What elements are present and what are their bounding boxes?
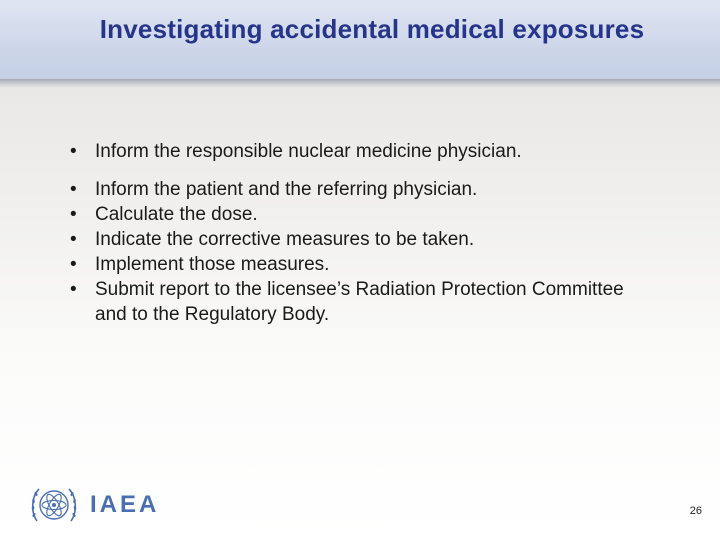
bullet-marker: • bbox=[70, 204, 77, 225]
iaea-emblem-icon bbox=[28, 481, 80, 529]
slide-title: Investigating accidental medical exposures bbox=[99, 14, 645, 44]
iaea-logo bbox=[28, 481, 158, 529]
bullet-text: Inform the responsible nuclear medicine physician. bbox=[95, 141, 522, 162]
bullet-text: Submit report to the licensee’s Radiation Protection Committee and to the Regulatory Body. bbox=[95, 279, 624, 325]
slide-body bbox=[0, 87, 720, 540]
bullet-marker: • bbox=[70, 229, 77, 250]
page-number: 26 bbox=[689, 505, 702, 517]
header-divider bbox=[0, 79, 720, 87]
bullet-text: Inform the patient and the referring physician. bbox=[95, 179, 478, 200]
slide-header bbox=[0, 0, 720, 80]
bullet-marker: • bbox=[70, 141, 77, 162]
bullet-text: Implement those measures. bbox=[95, 254, 330, 275]
bullet-marker: • bbox=[70, 179, 77, 200]
iaea-logo-text: IAEA bbox=[90, 491, 160, 518]
bullet-text: Calculate the dose. bbox=[95, 204, 258, 225]
bullet-text: Indicate the corrective measures to be taken. bbox=[95, 229, 475, 250]
bullet-marker: • bbox=[70, 254, 77, 275]
bullet-marker: • bbox=[70, 279, 77, 300]
